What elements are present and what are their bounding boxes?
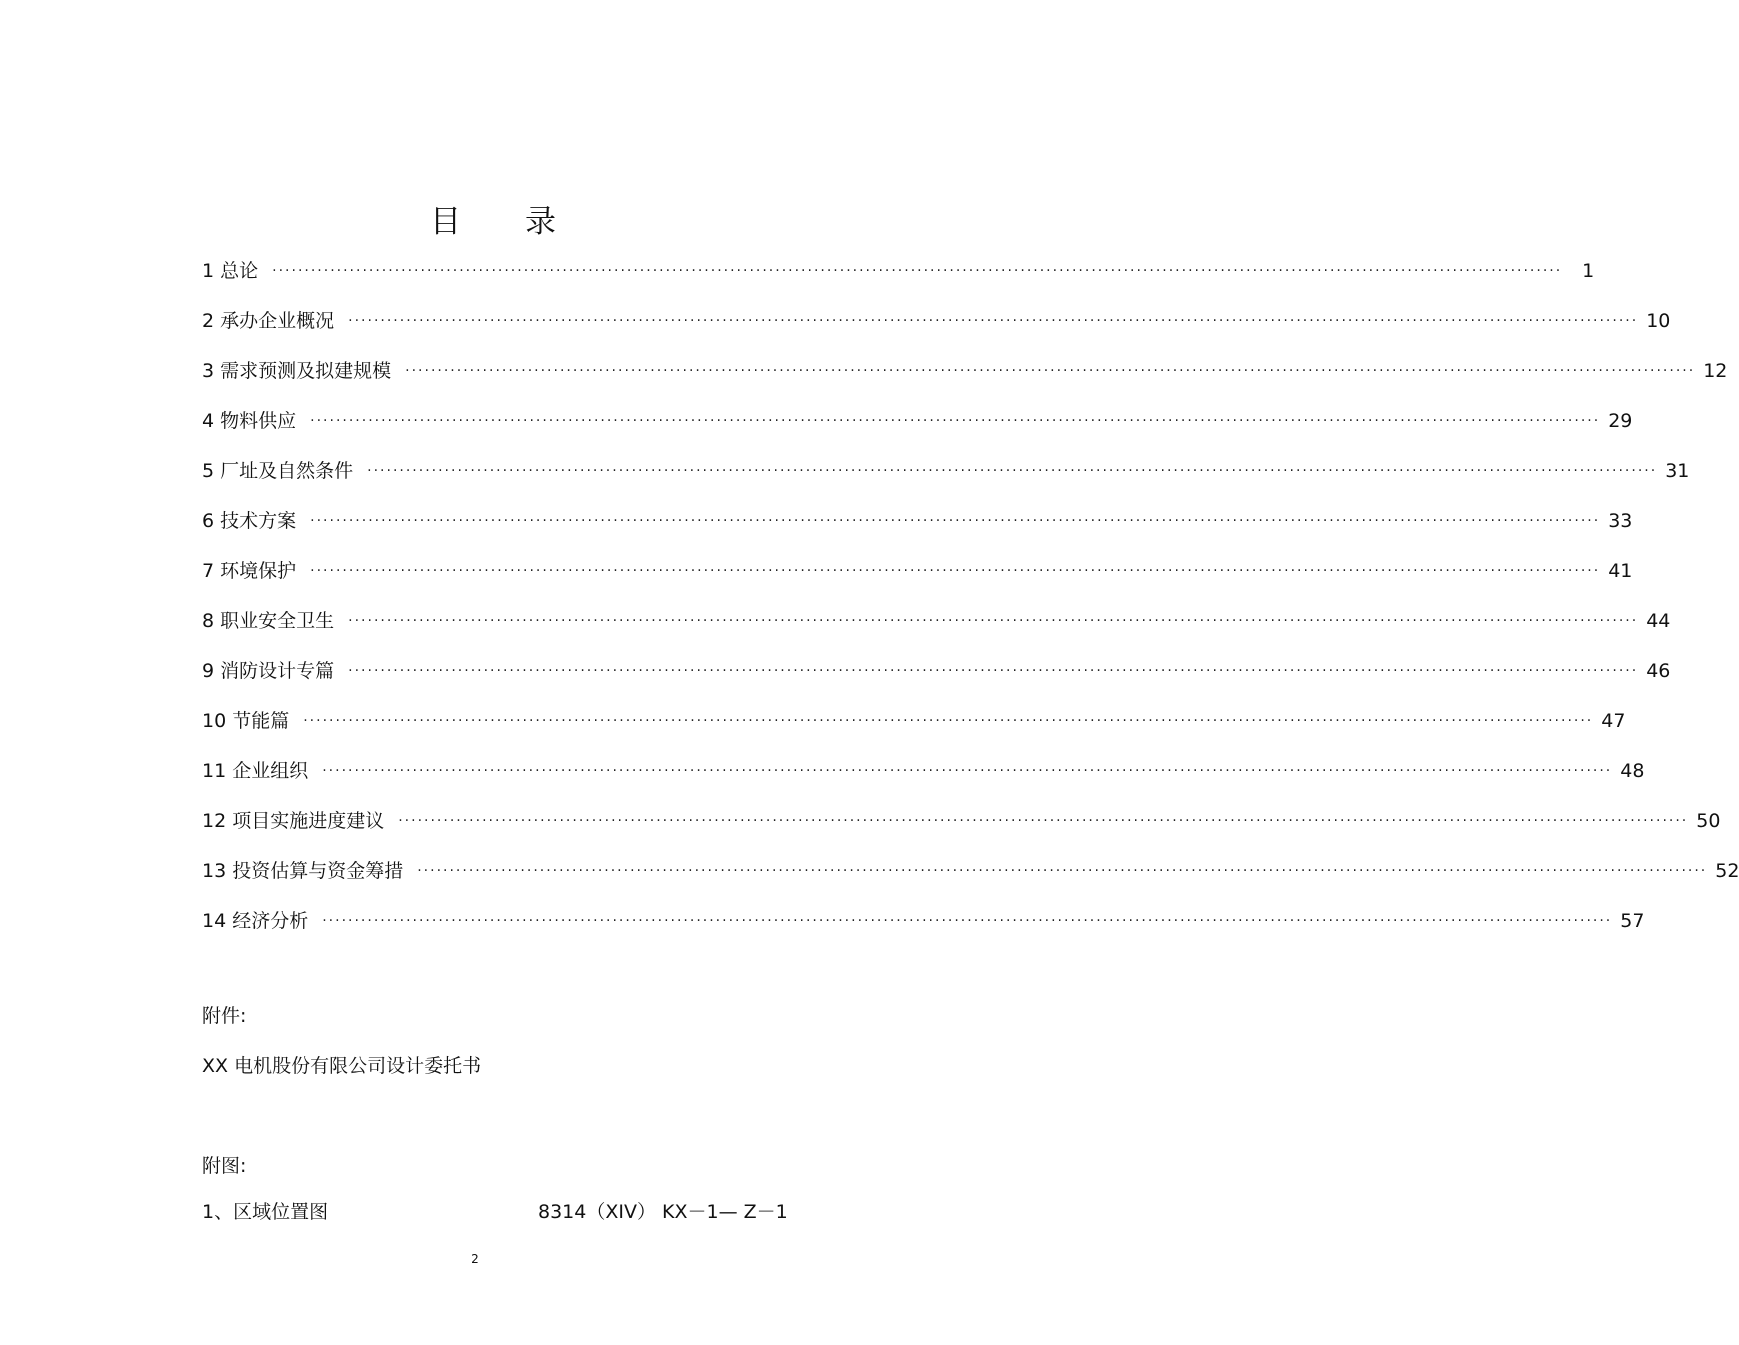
toc-entry — [202, 646, 1671, 696]
toc-entry-page: 44 — [1646, 610, 1671, 632]
toc-dot-leader: ········································································································································································································ — [348, 313, 1639, 329]
toc-dot-leader: ········································································································································································································ — [348, 663, 1639, 679]
page-number: 2 — [471, 1252, 479, 1266]
toc-entry-label: 7 环境保护 — [202, 560, 297, 582]
toc-entry-label: 6 技术方案 — [202, 510, 297, 532]
toc-dot-leader: ········································································································································································································ — [310, 563, 1601, 579]
toc-title: 目录 — [430, 204, 620, 240]
toc-entry — [202, 896, 1645, 946]
toc-entry-label: 13 投资估算与资金筹措 — [202, 860, 404, 882]
toc-dot-leader: ········································································································································································································ — [322, 913, 1613, 929]
toc-entry-page: 31 — [1665, 460, 1690, 482]
attachments-heading: 附件: — [202, 1005, 247, 1027]
toc-dot-leader: ········································································································································································································ — [310, 413, 1601, 429]
toc-entry-page: 57 — [1620, 910, 1645, 932]
toc-dot-leader: ········································································································································································································ — [322, 763, 1613, 779]
toc-entry-page: 46 — [1646, 660, 1671, 682]
toc-entry-page: 52 — [1715, 860, 1739, 882]
toc-entry-page: 47 — [1601, 710, 1626, 732]
toc-dot-leader: ········································································································································································································ — [348, 613, 1639, 629]
toc-entry-page: 29 — [1608, 410, 1633, 432]
toc-entry-page: 41 — [1608, 560, 1633, 582]
toc-entry — [202, 446, 1690, 496]
toc-dot-leader: ········································································································································································································ — [417, 863, 1708, 879]
attachment-item: XX 电机股份有限公司设计委托书 — [202, 1055, 482, 1077]
drawings-heading: 附图: — [202, 1155, 247, 1177]
toc-entry-label: 3 需求预测及拟建规模 — [202, 360, 392, 382]
table-of-contents — [202, 246, 1739, 946]
toc-entry-label: 1 总论 — [202, 260, 259, 282]
toc-entry-page: 10 — [1646, 310, 1671, 332]
toc-entry-page: 48 — [1620, 760, 1645, 782]
toc-entry-label: 11 企业组织 — [202, 760, 309, 782]
toc-entry-label: 9 消防设计专篇 — [202, 660, 335, 682]
toc-entry — [202, 846, 1739, 896]
toc-dot-leader: ········································································································································································································ — [398, 813, 1689, 829]
toc-entry-label: 10 节能篇 — [202, 710, 290, 732]
toc-entry-page: 33 — [1608, 510, 1633, 532]
toc-entry — [202, 246, 1595, 296]
toc-entry-label: 2 承办企业概况 — [202, 310, 335, 332]
toc-entry-label: 5 厂址及自然条件 — [202, 460, 354, 482]
toc-dot-leader: ········································································································································································································ — [303, 713, 1594, 729]
drawing-name: 1、区域位置图 — [202, 1201, 329, 1223]
toc-dot-leader: ········································································································································································································ — [272, 263, 1563, 279]
toc-entry — [202, 346, 1728, 396]
toc-dot-leader: ········································································································································································································ — [405, 363, 1696, 379]
toc-entry — [202, 396, 1633, 446]
toc-entry-label: 14 经济分析 — [202, 910, 309, 932]
toc-entry-label: 12 项目实施进度建议 — [202, 810, 385, 832]
toc-dot-leader: ········································································································································································································ — [367, 463, 1658, 479]
toc-entry — [202, 746, 1645, 796]
toc-entry — [202, 296, 1671, 346]
toc-entry — [202, 796, 1721, 846]
toc-entry-label: 4 物料供应 — [202, 410, 297, 432]
toc-dot-leader: ········································································································································································································ — [310, 513, 1601, 529]
toc-entry-page: 12 — [1703, 360, 1728, 382]
toc-entry-page: 1 — [1582, 260, 1595, 282]
toc-entry-label: 8 职业安全卫生 — [202, 610, 335, 632]
toc-entry — [202, 696, 1626, 746]
toc-entry — [202, 496, 1633, 546]
drawing-code: 8314（XIV） KX－1— Z－1 — [538, 1201, 788, 1223]
toc-entry-page: 50 — [1696, 810, 1721, 832]
toc-entry — [202, 546, 1633, 596]
toc-entry — [202, 596, 1671, 646]
